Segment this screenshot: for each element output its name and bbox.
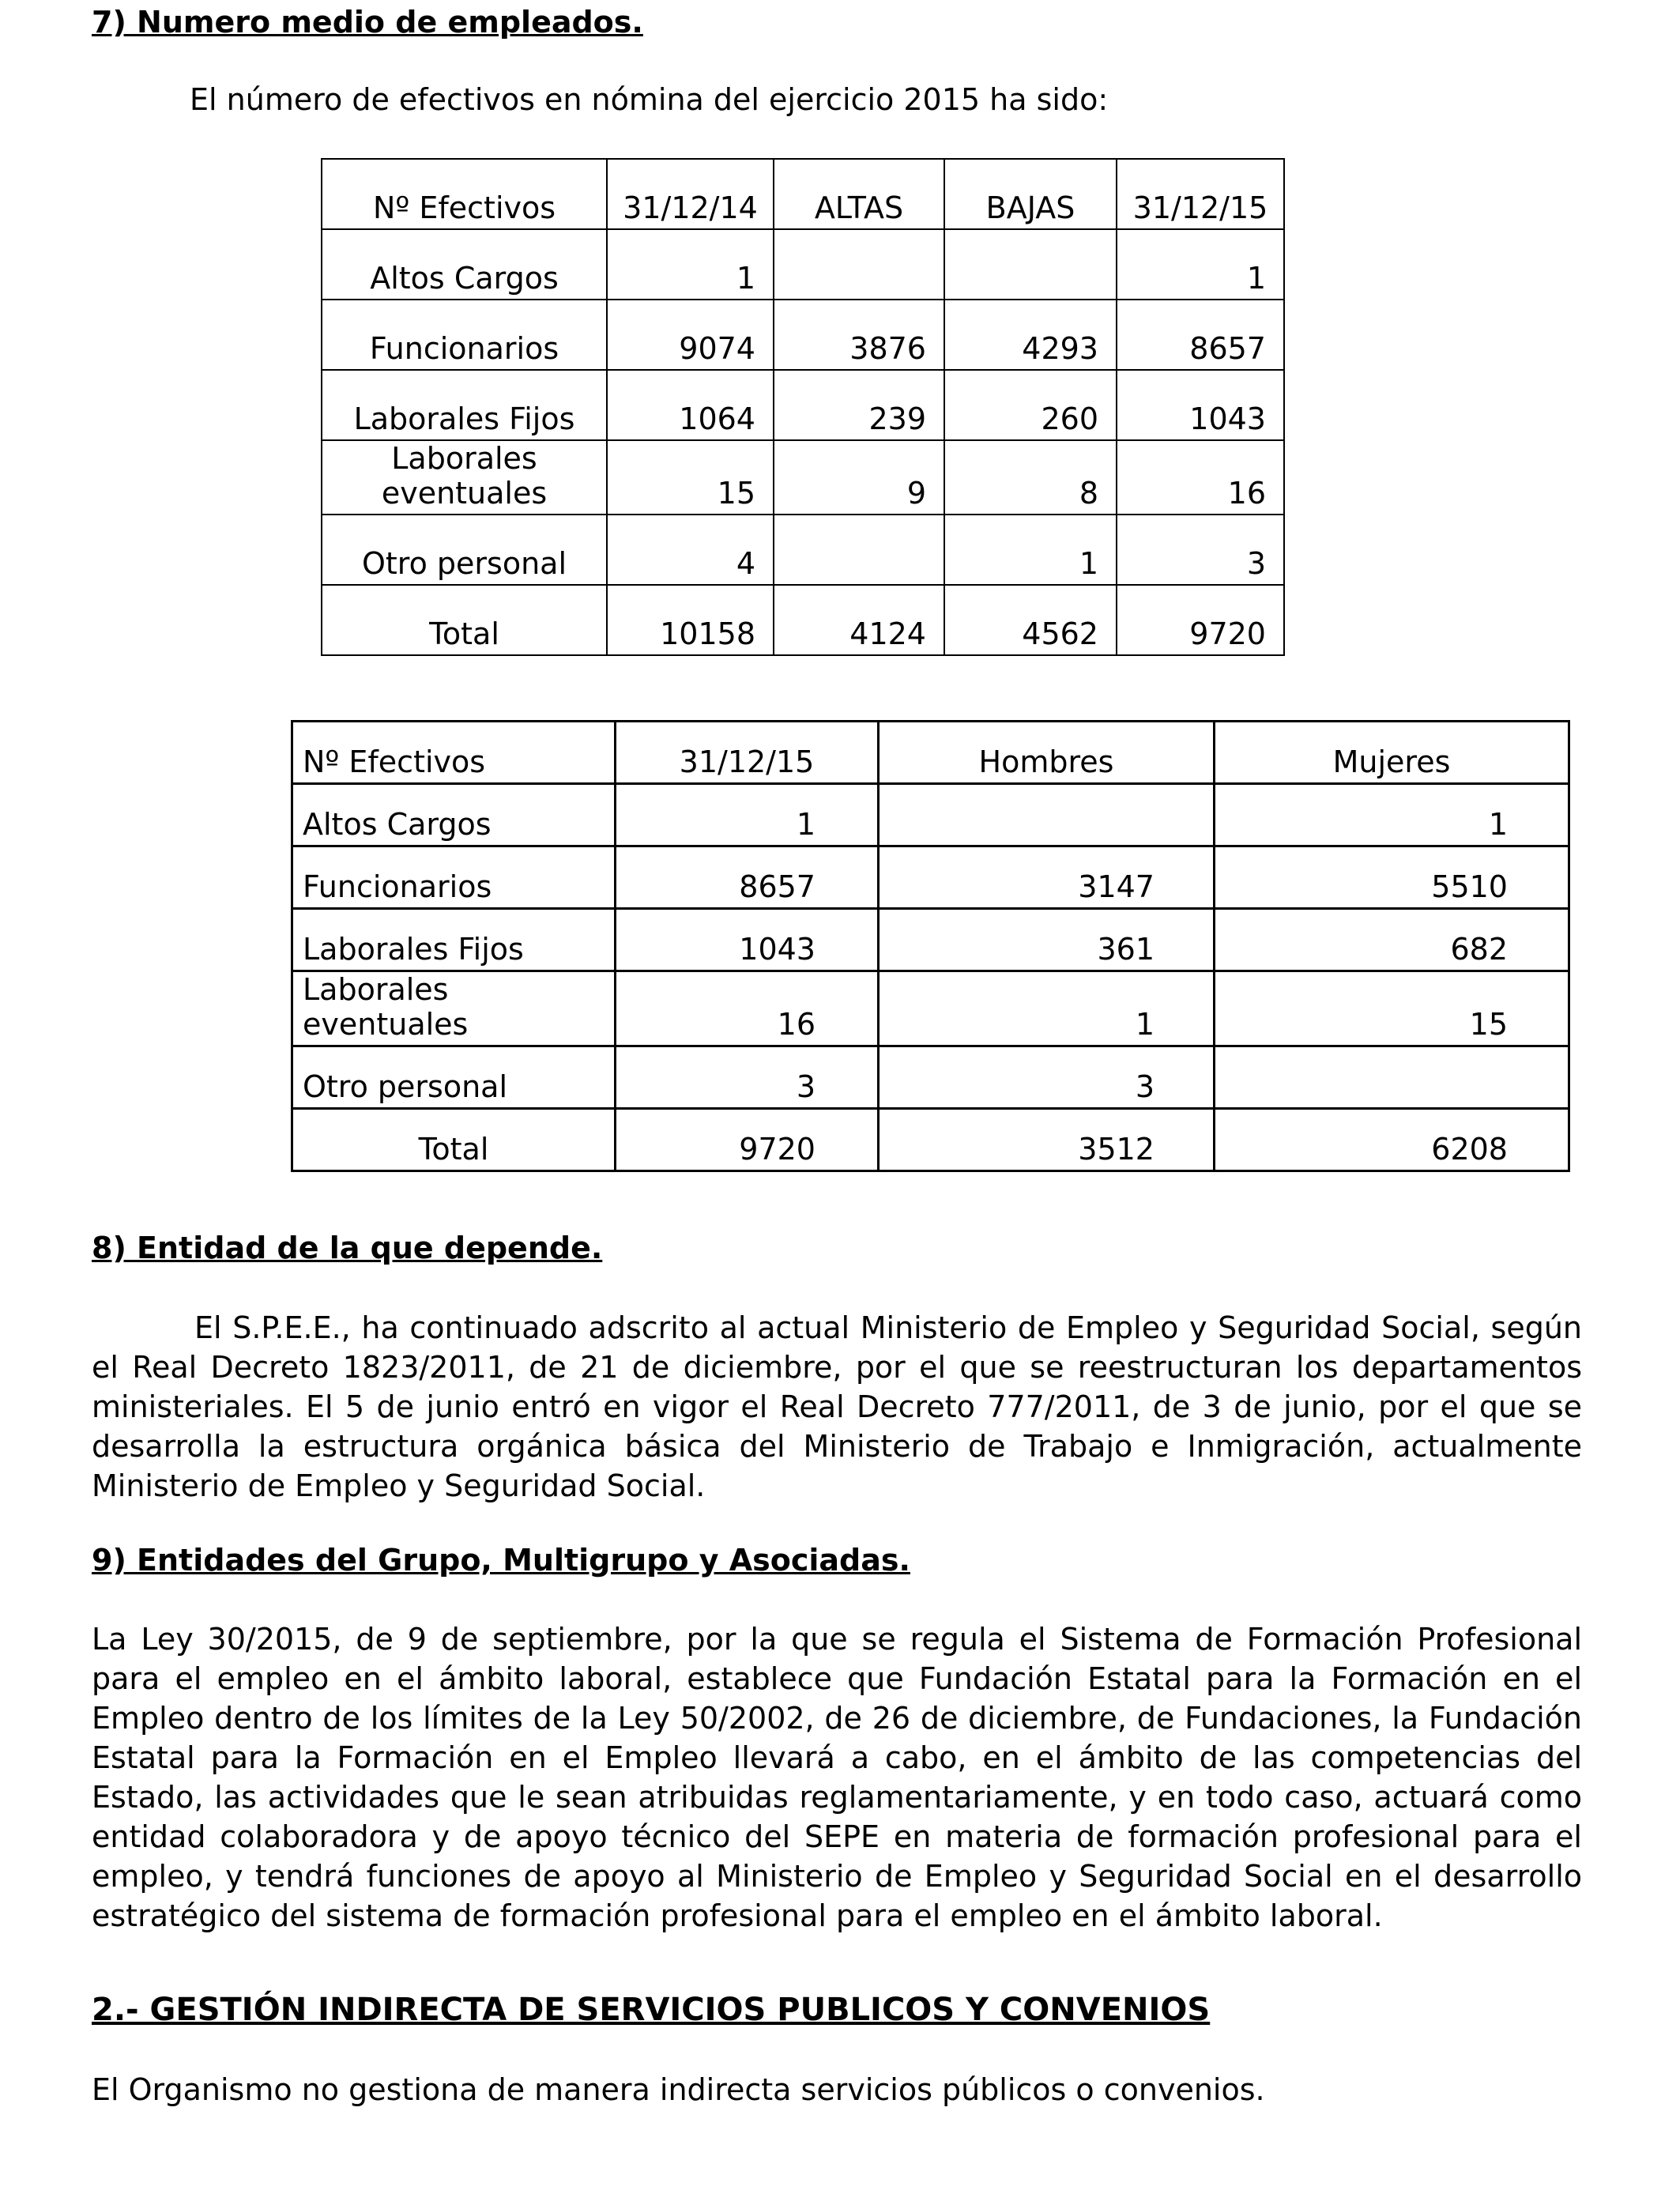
section-7-heading: 7) Numero medio de empleados. <box>92 5 643 40</box>
table-cell: 15 <box>1215 971 1569 1046</box>
table-cell: 3 <box>616 1046 879 1109</box>
table-total-row <box>292 1109 1569 1171</box>
table-row <box>292 909 1569 971</box>
table-cell <box>879 784 1215 846</box>
table-cell <box>1215 1046 1569 1109</box>
table-header-cell: ALTAS <box>774 159 944 229</box>
table-cell: 1043 <box>616 909 879 971</box>
table-cell: 1 <box>616 784 879 846</box>
table-cell: 3147 <box>879 846 1215 909</box>
table-cell: 8 <box>944 440 1117 515</box>
row-label: Altos Cargos <box>292 784 616 846</box>
row-label: Laborales eventuales <box>322 440 607 515</box>
table-header-cell: 31/12/15 <box>616 722 879 784</box>
table-header-cell: 31/12/15 <box>1117 159 1284 229</box>
table-row <box>322 440 1284 515</box>
section-8-paragraph <box>92 1308 1582 1506</box>
table-cell: 1064 <box>607 370 774 440</box>
row-label: Otro personal <box>292 1046 616 1109</box>
table-cell: 4 <box>607 515 774 585</box>
table-header-cell: Nº Efectivos <box>292 722 616 784</box>
table-cell <box>774 229 944 300</box>
table-cell: 1 <box>1215 784 1569 846</box>
table-cell: 9720 <box>1117 585 1284 655</box>
section-8-heading: 8) Entidad de la que depende. <box>92 1231 603 1265</box>
table-cell: 4562 <box>944 585 1117 655</box>
row-label: Funcionarios <box>322 300 607 370</box>
table-cell: 3512 <box>879 1109 1215 1171</box>
table-header-row <box>292 722 1569 784</box>
section-8-text: El S.P.E.E., ha continuado adscrito al actual Ministerio de Empleo y Seguridad Social, según el Real Decreto 1823/2011, de 21 de diciembre, por el que se reestructuran los departamentos ministeriales. El 5 de junio entró en vigor el Real Decreto 777/2011, de 3 de junio, por el que se desarrolla la estructura orgánica básica del Ministerio de Trabajo e Inmigración, actualmente Ministerio de Empleo y Seguridad Social. <box>92 1310 1582 1503</box>
table-header-cell: BAJAS <box>944 159 1117 229</box>
row-label: Funcionarios <box>292 846 616 909</box>
section-2-paragraph: El Organismo no gestiona de manera indirecta servicios públicos o convenios. <box>92 2072 1265 2107</box>
table-cell <box>774 515 944 585</box>
row-label: Altos Cargos <box>322 229 607 300</box>
table-cell: 8657 <box>1117 300 1284 370</box>
table-row <box>322 300 1284 370</box>
table-cell: 260 <box>944 370 1117 440</box>
table-row <box>292 846 1569 909</box>
table-header-cell: Mujeres <box>1215 722 1569 784</box>
table-cell: 1 <box>879 971 1215 1046</box>
table-cell: 239 <box>774 370 944 440</box>
row-label: Total <box>292 1109 616 1171</box>
employees-gender-table <box>291 720 1570 1172</box>
table-header-cell: Nº Efectivos <box>322 159 607 229</box>
table-row <box>322 229 1284 300</box>
row-label: Laborales Fijos <box>322 370 607 440</box>
table-cell: 15 <box>607 440 774 515</box>
table-header-row <box>322 159 1284 229</box>
table-cell: 361 <box>879 909 1215 971</box>
table-cell: 5510 <box>1215 846 1569 909</box>
row-label: Total <box>322 585 607 655</box>
table-cell: 1 <box>1117 229 1284 300</box>
table-cell: 1043 <box>1117 370 1284 440</box>
table-cell <box>944 229 1117 300</box>
table-row <box>292 971 1569 1046</box>
table-row <box>292 1046 1569 1109</box>
table-cell: 1 <box>607 229 774 300</box>
section-2-heading: 2.- GESTIÓN INDIRECTA DE SERVICIOS PUBLICOS Y CONVENIOS <box>92 1992 1211 2028</box>
table-cell: 682 <box>1215 909 1569 971</box>
table-cell: 9720 <box>616 1109 879 1171</box>
table-cell: 3 <box>1117 515 1284 585</box>
table-cell: 16 <box>616 971 879 1046</box>
row-label: Laborales Fijos <box>292 909 616 971</box>
table-cell: 6208 <box>1215 1109 1569 1171</box>
section-9-heading: 9) Entidades del Grupo, Multigrupo y Asociadas. <box>92 1543 910 1578</box>
table-cell: 3 <box>879 1046 1215 1109</box>
table-row <box>322 515 1284 585</box>
table-cell: 9074 <box>607 300 774 370</box>
table-header-cell: 31/12/14 <box>607 159 774 229</box>
row-label: Laborales eventuales <box>292 971 616 1046</box>
table-cell: 4293 <box>944 300 1117 370</box>
section-9-paragraph: La Ley 30/2015, de 9 de septiembre, por la que se regula el Sistema de Formación Profesional para el empleo en el ámbito laboral, establece que Fundación Estatal para la Formación en el Empleo dentro de los límites de la Ley 50/2002, de 26 de diciembre, de Fundaciones, la Fundación Estatal para la Formación en el Empleo llevará a cabo, en el ámbito de las competencias del Estado, las actividades que le sean atribuidas reglamentariamente, y en todo caso, actuará como entidad colaboradora y de apoyo técnico del SEPE en materia de formación profesional para el empleo, y tendrá funciones de apoyo al Ministerio de Empleo y Seguridad Social en el desarrollo estratégico del sistema de formación profesional para el empleo en el ámbito laboral. <box>92 1622 1582 1933</box>
table-row <box>322 370 1284 440</box>
table-cell: 10158 <box>607 585 774 655</box>
table-cell: 3876 <box>774 300 944 370</box>
table-cell: 1 <box>944 515 1117 585</box>
employees-movement-table <box>321 158 1285 656</box>
table-cell: 9 <box>774 440 944 515</box>
row-label: Otro personal <box>322 515 607 585</box>
table-total-row <box>322 585 1284 655</box>
table-cell: 16 <box>1117 440 1284 515</box>
table-cell: 8657 <box>616 846 879 909</box>
table-cell: 4124 <box>774 585 944 655</box>
table-header-cell: Hombres <box>879 722 1215 784</box>
table-row <box>292 784 1569 846</box>
section-7-intro: El número de efectivos en nómina del ejercicio 2015 ha sido: <box>190 82 1109 117</box>
